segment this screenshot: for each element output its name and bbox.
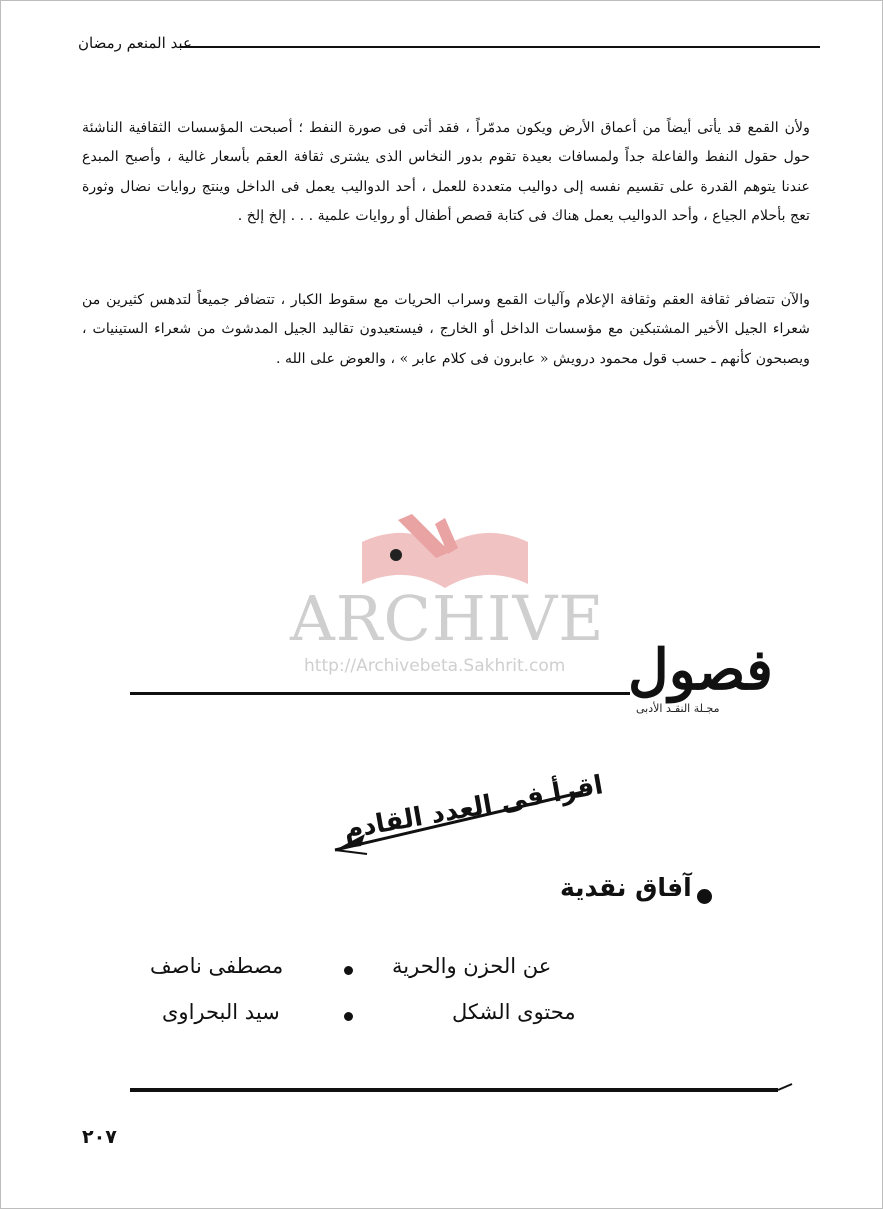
item-title: محتوى الشكل xyxy=(452,1000,576,1024)
next-issue-banner: اقرأ فى العدد القادم xyxy=(341,770,606,846)
section-bullet-icon xyxy=(697,889,712,904)
watermark-url: http://Archivebeta.Sakhrit.com xyxy=(304,656,566,676)
arrow-left-icon xyxy=(325,786,585,866)
body-paragraph-2: والآن تتضافر ثقافة العقم وثقافة الإعلام وآليات القمع وسراب الحريات مع سقوط الكبار ، تتضافر جميعاً لتدهس كثيرين من شعراء الجيل الأخير المشتبكين مع مؤسسات الداخل أو الخارج ، فيستعيدون تقاليد الجيل المدشوث من شعراء الستينيات ، ويصبحون كأنهم ـ حسب قول محمود درويش « عابرون فى كلام عابر » ، والعوض على الله . xyxy=(82,292,810,367)
item-author: سيد البحراوى xyxy=(162,1000,280,1024)
journal-subtitle: مجـلة النقـد الأدبى xyxy=(636,702,720,715)
watermark-word: ARCHIVE xyxy=(290,582,605,655)
section-title: آفاق نقدية xyxy=(560,873,692,902)
bottom-rule xyxy=(128,1080,798,1100)
body-paragraph-1: ولأن القمع قد يأتى أيضاً من أعماق الأرض ويكون مدمّراً ، فقد أتى فى صورة النفط ؛ أصبحت المؤسسات الثقافية الناشئة حول حقول النفط والفاعلة جداً ولمسافات بعيدة تقوم بدور النخاس الذى يشترى ثقافة العقم بأسعار غالية ، وأصبح المبدع عندنا يتوهم القدرة على تقسيم نفسه إلى دواليب متعددة للعمل ، أحد الدواليب يعمل فى الداخل وينتج روايات نضال وثورة تعج بأحلام الجياع ، وأحد الدواليب يعمل هناك فى كتابة قصص أطفال أو روايات علمية . . . إلخ إلخ . xyxy=(82,120,810,225)
item-title: عن الحزن والحرية xyxy=(392,954,552,978)
page-number: ٢٠٧ xyxy=(82,1126,117,1148)
running-head-author: عبد المنعم رمضان xyxy=(78,34,192,52)
journal-logo: فصول xyxy=(628,637,773,703)
ink-dot xyxy=(390,549,402,561)
bullet-icon xyxy=(344,1012,353,1021)
header-rule xyxy=(180,46,820,48)
logo-rule xyxy=(130,692,630,695)
bullet-icon xyxy=(344,966,353,975)
item-author: مصطفى ناصف xyxy=(150,954,284,978)
